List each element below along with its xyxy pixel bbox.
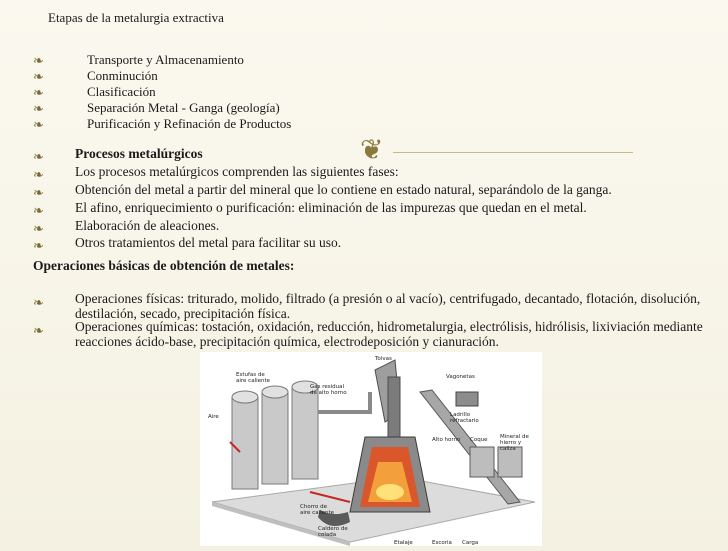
blast-furnace-diagram [200, 352, 542, 546]
bullet-icon: ❧ [33, 204, 44, 219]
list-item: Los procesos metalúrgicos comprenden las siguientes fases: [75, 164, 399, 179]
list-item: Elaboración de aleaciones. [75, 218, 220, 233]
list-item: Clasificación [87, 84, 156, 99]
list-item: Obtención del metal a partir del mineral que lo contiene en estado natural, separándolo de la ganga. [75, 182, 612, 197]
label-etalaje: Etalaje [394, 540, 413, 546]
label-carga: Carga [462, 540, 479, 546]
label-aire: Aire [208, 414, 219, 420]
label-mineral: Mineral de hierro y caliza [500, 434, 529, 452]
slide-title: Etapas de la metalurgia extractiva [48, 10, 224, 25]
bullet-icon: ❧ [33, 222, 44, 237]
list-item: El afino, enriquecimiento o purificación: eliminación de las impurezas que quedan en el metal. [75, 200, 587, 215]
label-gas-residual: Gas residual de alto horno [310, 384, 347, 396]
list-item: Conminución [87, 68, 158, 83]
list-item: Operaciones químicas: tostación, oxidación, reducción, hidrometalurgia, electrólisis, hidrólisis, lixiviación mediante reacciones ácido-base, precipitación química, electrodeposición y cianuración. [75, 319, 703, 349]
bullet-icon: ❧ [33, 324, 44, 339]
list-item-heading: Procesos metalúrgicos [75, 146, 203, 161]
bullet-icon: ❧ [33, 296, 44, 311]
label-escoria: Escoria [432, 540, 452, 546]
bullet-icon: ❧ [33, 86, 44, 101]
bullet-icon: ❧ [33, 70, 44, 85]
list-item: Otros tratamientos del metal para facilitar su uso. [75, 235, 342, 250]
list-item: Transporte y Almacenamiento [87, 52, 244, 67]
bullet-icon: ❧ [33, 54, 44, 69]
section-heading: Operaciones básicas de obtención de metales: [33, 258, 295, 273]
label-alto-horno: Alto horno [432, 437, 461, 443]
label-caldero: Caldero de colada [318, 526, 348, 538]
label-chorro: Chorro de aire caliente [300, 504, 335, 516]
bullet-icon: ❧ [33, 150, 44, 165]
bullet-icon: ❧ [33, 186, 44, 201]
ornament-icon: ❦ [360, 133, 384, 166]
list-item: Purificación y Refinación de Productos [87, 116, 292, 131]
list-item: Separación Metal - Ganga (geología) [87, 100, 280, 115]
label-ladrillo: Ladrillo refractario [450, 412, 479, 424]
label-coque: Coque [470, 437, 488, 443]
label-estufas: Estufas de aire caliente [236, 372, 271, 384]
label-tolvas: Tolvas [375, 356, 392, 362]
divider-line [393, 152, 633, 153]
list-item: Operaciones físicas: triturado, molido, filtrado (a presión o al vacío), centrifugado, decantado, flotación, disolución, destilación, secado, precipitación física. [75, 291, 701, 321]
bullet-icon: ❧ [33, 239, 44, 254]
bullet-icon: ❧ [33, 118, 44, 133]
bullet-icon: ❧ [33, 168, 44, 183]
bullet-icon: ❧ [33, 102, 44, 117]
label-vagonetas: Vagonetas [446, 374, 475, 380]
